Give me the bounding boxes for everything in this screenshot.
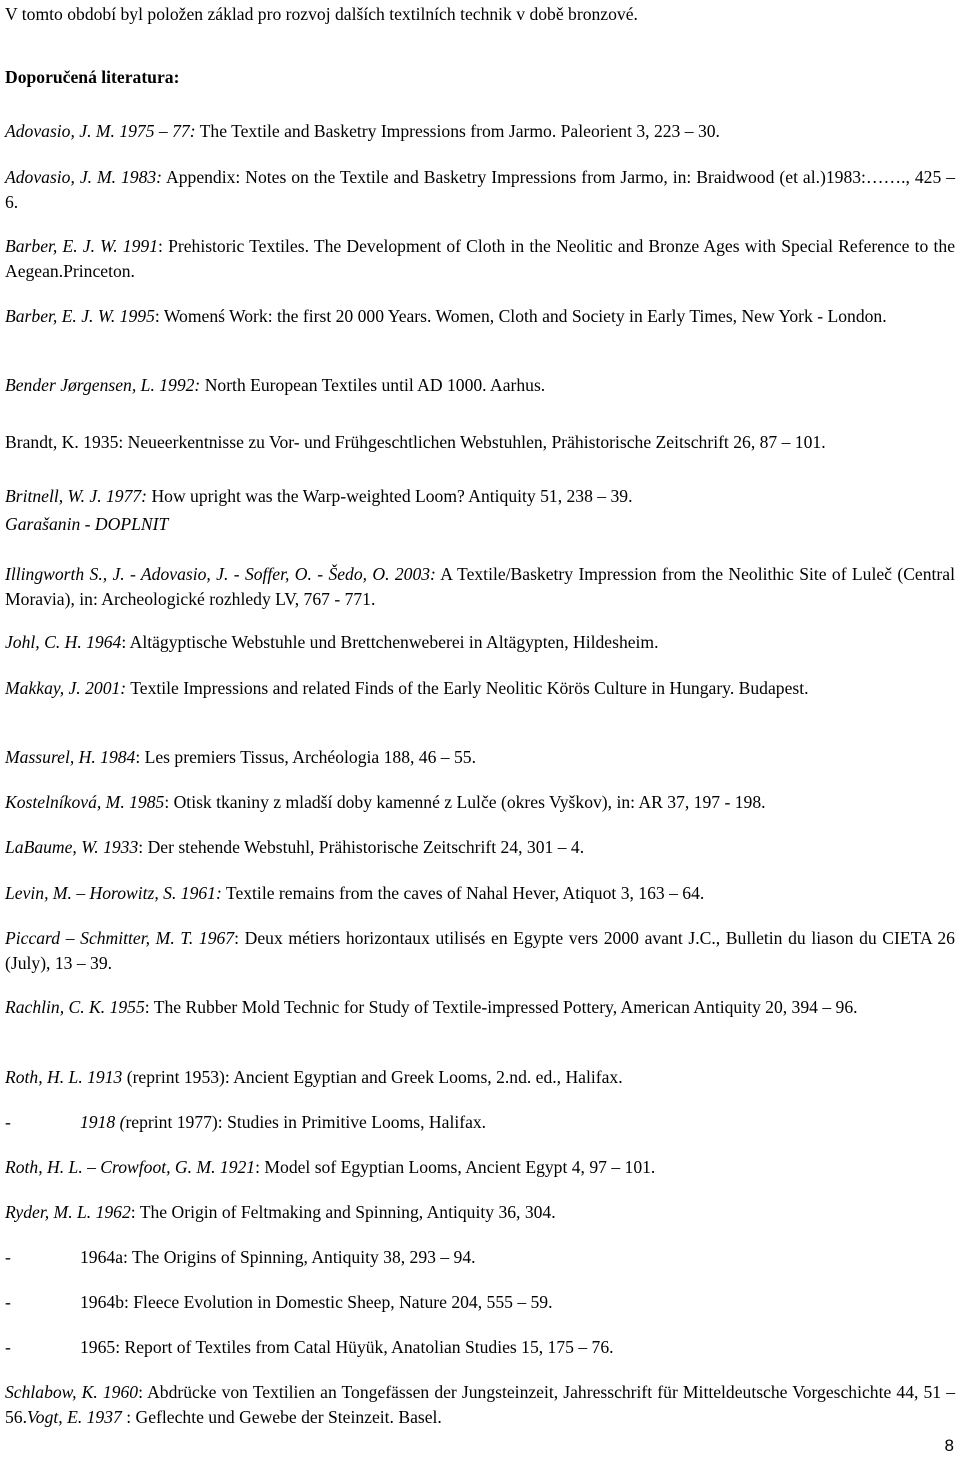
ref-text: Textile remains from the caves of Nahal Hever, Atiquot 3, 163 – 64.: [221, 883, 705, 903]
ref-text: (reprint 1953): Ancient Egyptian and Greek Looms, 2.nd. ed., Halifax.: [122, 1067, 623, 1087]
list-dash: -: [5, 1247, 11, 1267]
ref-author: Kostelníková, M.: [5, 792, 125, 812]
reference-entry: [5, 676, 955, 701]
ref-year: 1921: [215, 1157, 256, 1177]
list-dash: -: [5, 1337, 11, 1357]
ref-text: : The Origin of Feltmaking and Spinning, Antiquity 36, 304.: [130, 1202, 556, 1222]
ref-year: 1962: [91, 1202, 131, 1222]
ref-text: : The Rubber Mold Technic for Study of Textile-impressed Pottery, American Antiquity 20, 394 – 96.: [144, 997, 858, 1017]
reference-entry: [5, 1110, 955, 1135]
reference-entry: [5, 1155, 955, 1180]
ref-text: A Textile/Basketry Impression from the Neolithic Site of Luleč (Central Moravia), in: Archeologické rozhledy LV, 767 - 771.: [5, 564, 955, 609]
reference-entry: [5, 373, 955, 398]
ref-year: 1964: [81, 632, 122, 652]
ref-year: 1984: [95, 747, 136, 767]
ref-year: 1913: [82, 1067, 123, 1087]
reference-entry: [5, 835, 955, 860]
reference-entry: [5, 1200, 955, 1225]
page-number: 8: [944, 1436, 954, 1455]
bibliography-heading: [5, 65, 955, 90]
ref-author: Barber, E. J. W.: [5, 306, 116, 326]
reference-entry: [5, 995, 955, 1020]
ref-text: North European Textiles until AD 1000. Aarhus.: [200, 375, 546, 395]
reference-entry: [5, 1245, 955, 1270]
ref-author: Vogt, E.: [27, 1407, 83, 1427]
ref-year: 1937: [82, 1407, 122, 1427]
ref-text: Brandt, K. 1935: Neueerkentnisse zu Vor- und Frühgeschtlichen Webstuhlen, Prähistorische Zeitschrift 26, 87 – 101.: [5, 432, 826, 452]
reference-entry: [5, 745, 955, 770]
reference-entry: [5, 630, 955, 655]
ref-text: reprint 1977): Studies in Primitive Looms, Halifax.: [125, 1112, 487, 1132]
ref-author: Piccard – Schmitter, M. T.: [5, 928, 194, 948]
ref-text: How upright was the Warp-weighted Loom? Antiquity 51, 238 – 39.: [147, 486, 633, 506]
ref-text: : Altägyptische Webstuhle und Brettchenweberei in Altägypten, Hildesheim.: [121, 632, 659, 652]
ref-year: 1933: [98, 837, 139, 857]
ref-year: 1955: [105, 997, 145, 1017]
ref-author: Rachlin, C. K.: [5, 997, 106, 1017]
reference-entry: [5, 484, 955, 509]
ref-year: 1960: [97, 1382, 139, 1402]
reference-entry: [5, 562, 955, 612]
ref-year: 1983:: [116, 167, 163, 187]
reference-entry: [5, 165, 955, 215]
ref-author: Levin, M. – Horowitz, S.: [5, 883, 177, 903]
reference-entry: [5, 1290, 955, 1315]
list-dash: -: [5, 1292, 11, 1312]
ref-author: Roth, H. L.: [5, 1067, 83, 1087]
ref-author: Illingworth S., J. - Adovasio, J. - Soffer, O. - Šedo, O.: [5, 564, 390, 584]
ref-author: Britnell, W. J.: [5, 486, 102, 506]
ref-year: 1975 – 77:: [114, 121, 196, 141]
ref-year: 1961:: [176, 883, 222, 903]
ref-author: Johl, C. H.: [5, 632, 82, 652]
ref-text: 1964b: Fleece Evolution in Domestic Sheep, Nature 204, 555 – 59.: [80, 1292, 553, 1312]
reference-entry: [5, 512, 955, 537]
ref-year: 1977:: [101, 486, 148, 506]
reference-entry: [5, 1380, 955, 1430]
ref-year: 1992:: [154, 375, 201, 395]
ref-year: 2001:: [80, 678, 127, 698]
ref-year: 1985: [124, 792, 165, 812]
reference-entry: [5, 234, 955, 284]
list-dash: -: [5, 1112, 11, 1132]
ref-author: Massurel, H.: [5, 747, 96, 767]
ref-text: 1964a: The Origins of Spinning, Antiquity 38, 293 – 94.: [80, 1247, 476, 1267]
ref-text: : Deux métiers horizontaux utilisés en Egypte vers 2000 avant J.C., Bulletin du liason du CIETA 26 (July), 13 – 39.: [5, 928, 955, 973]
ref-author: Schlabow, K.: [5, 1382, 98, 1402]
ref-author: LaBaume, W.: [5, 837, 99, 857]
ref-author: 1918 (: [80, 1112, 126, 1132]
ref-year: 1991: [117, 236, 158, 256]
intro-paragraph: [5, 2, 955, 27]
ref-text: 1965: Report of Textiles from Catal Hüyük, Anatolian Studies 15, 175 – 76.: [80, 1337, 614, 1357]
reference-entry: [5, 790, 955, 815]
ref-author: Bender Jørgensen, L.: [5, 375, 155, 395]
ref-text: Textile Impressions and related Finds of the Early Neolitic Körös Culture in Hungary. Budapest.: [126, 678, 809, 698]
ref-text: : Geflechte und Gewebe der Steinzeit. Basel.: [121, 1407, 442, 1427]
ref-author: Adovasio, J. M.: [5, 167, 117, 187]
ref-text: : Model sof Egyptian Looms, Ancient Egypt 4, 97 – 101.: [255, 1157, 656, 1177]
ref-text: : Womenś Work: the first 20 000 Years. Women, Cloth and Society in Early Times, New York - London.: [154, 306, 887, 326]
reference-entry: [5, 430, 955, 455]
ref-text: : Otisk tkaniny z mladší doby kamenné z Lulče (okres Vyškov), in: AR 37, 197 - 198.: [164, 792, 766, 812]
ref-text: The Textile and Basketry Impressions from Jarmo. Paleorient 3, 223 – 30.: [195, 121, 720, 141]
ref-text: : Der stehende Webstuhl, Prähistorische Zeitschrift 24, 301 – 4.: [138, 837, 585, 857]
ref-author: Adovasio, J. M.: [5, 121, 115, 141]
ref-author: Garašanin - DOPLNIT: [5, 514, 169, 534]
reference-entry: [5, 304, 955, 329]
ref-author: Makkay, J.: [5, 678, 81, 698]
reference-entry: [5, 119, 955, 144]
ref-year: 2003:: [389, 564, 436, 584]
ref-text: : Les premiers Tissus, Archéologia 188, 46 – 55.: [135, 747, 476, 767]
reference-entry: [5, 1065, 955, 1090]
heading-text: Doporučená literatura:: [5, 67, 180, 87]
reference-entry: [5, 881, 955, 906]
ref-author: Ryder, M. L.: [5, 1202, 92, 1222]
intro-text: V tomto období byl položen základ pro rozvoj dalších textilních technik v době bronzové.: [5, 4, 638, 24]
ref-year: 1995: [115, 306, 155, 326]
ref-year: 1967: [193, 928, 235, 948]
ref-author: Roth, H. L. – Crowfoot, G. M.: [5, 1157, 216, 1177]
reference-entry: [5, 1335, 955, 1360]
ref-author: Barber, E. J. W.: [5, 236, 118, 256]
reference-entry: [5, 926, 955, 976]
ref-text: : Abdrücke von Textilien an Tongefässen der Jungsteinzeit, Jahresschrift für Mitteldeutsche Vorgeschichte 44, 51 – 56.: [5, 1382, 955, 1427]
ref-text: Appendix: Notes on the Textile and Basketry Impressions from Jarmo, in: Braidwood (et al.)1983:……., 425 – 6.: [5, 167, 955, 212]
ref-text: : Prehistoric Textiles. The Development of Cloth in the Neolitic and Bronze Ages with Special Reference to the Aegean.Princeton.: [5, 236, 956, 281]
